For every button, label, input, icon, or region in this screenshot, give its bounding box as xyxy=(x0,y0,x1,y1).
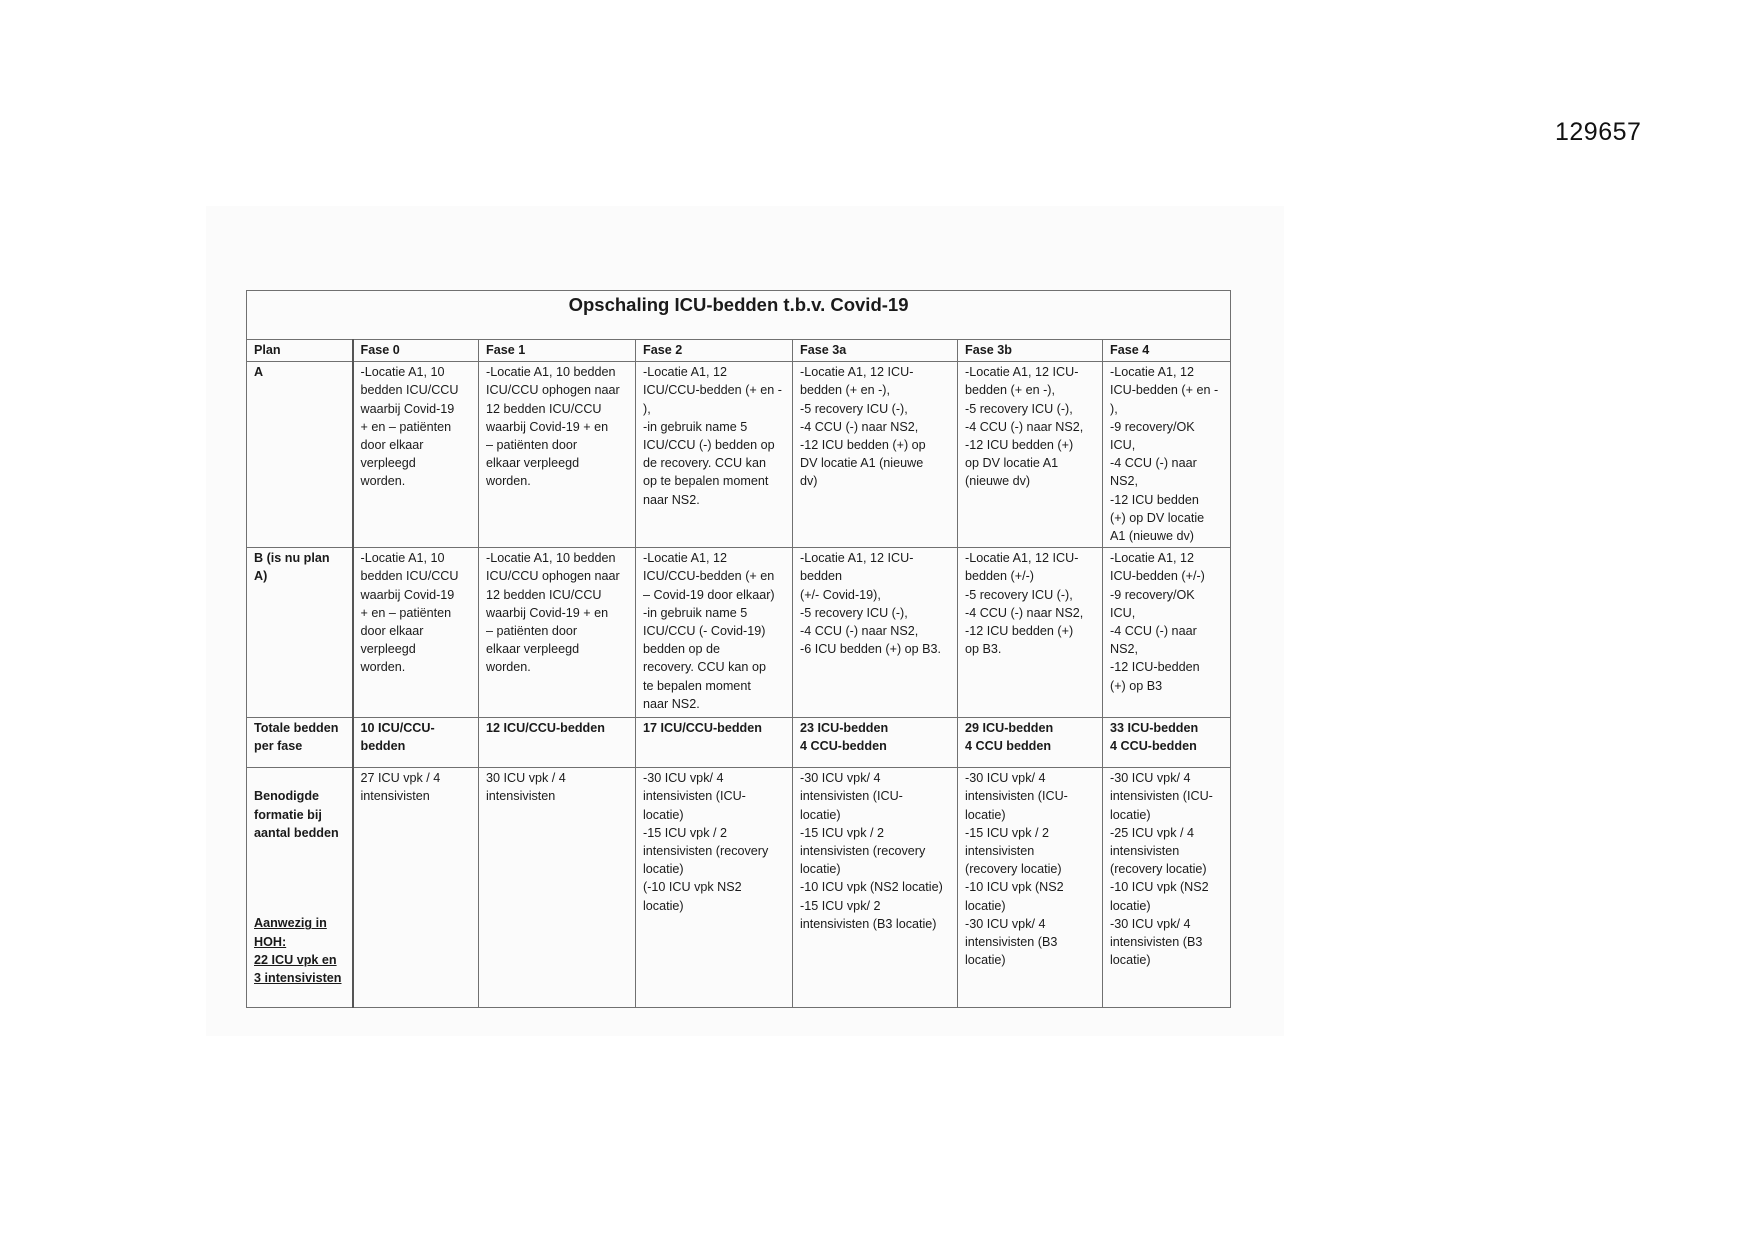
benodigde-formatie-label: Benodigde formatie bij aantal bedden xyxy=(254,789,339,840)
cell-formatie-fase-3b: -30 ICU vpk/ 4 intensivisten (ICU- locatie) -15 ICU vpk / 2 intensivisten (recovery locatie) -10 ICU vpk (NS2 locatie) -30 ICU vpk/ 4 intensivisten (B3 locatie) xyxy=(958,768,1103,1008)
header-fase-4: Fase 4 xyxy=(1103,340,1231,362)
header-plan: Plan xyxy=(247,340,353,362)
header-fase-1: Fase 1 xyxy=(479,340,636,362)
row-label-plan-b: B (is nu plan A) xyxy=(247,548,353,718)
cell-a-fase-1: -Locatie A1, 10 bedden ICU/CCU ophogen naar 12 bedden ICU/CCU waarbij Covid-19 + en – patiënten door elkaar verpleegd worden. xyxy=(479,362,636,548)
header-fase-2: Fase 2 xyxy=(636,340,793,362)
cell-b-fase-2: -Locatie A1, 12 ICU/CCU-bedden (+ en – Covid-19 door elkaar) -in gebruik name 5 ICU/CCU (- Covid-19) bedden op de recovery. CCU kan op te bepalen moment naar NS2. xyxy=(636,548,793,718)
cell-formatie-fase-3a: -30 ICU vpk/ 4 intensivisten (ICU- locatie) -15 ICU vpk / 2 intensivisten (recovery locatie) -10 ICU vpk (NS2 locatie) -15 ICU vpk/ 2 intensivisten (B3 locatie) xyxy=(793,768,958,1008)
cell-formatie-fase-1: 30 ICU vpk / 4 intensivisten xyxy=(479,768,636,1008)
aanwezig-in-hoh-note: Aanwezig in HOH: 22 ICU vpk en 3 intensivisten xyxy=(254,916,342,986)
table-title: Opschaling ICU-bedden t.b.v. Covid-19 xyxy=(247,291,1231,340)
cell-b-fase-3b: -Locatie A1, 12 ICU- bedden (+/-) -5 recovery ICU (-), -4 CCU (-) naar NS2, -12 ICU bedden (+) op B3. xyxy=(958,548,1103,718)
cell-totaal-fase-4: 33 ICU-bedden 4 CCU-bedden xyxy=(1103,718,1231,768)
cell-totaal-fase-3b: 29 ICU-bedden 4 CCU bedden xyxy=(958,718,1103,768)
cell-a-fase-3b: -Locatie A1, 12 ICU- bedden (+ en -), -5 recovery ICU (-), -4 CCU (-) naar NS2, -12 ICU bedden (+) op DV locatie A1 (nieuwe dv) xyxy=(958,362,1103,548)
cell-b-fase-0: -Locatie A1, 10 bedden ICU/CCU waarbij Covid-19 + en – patiënten door elkaar verpleegd worden. xyxy=(353,548,479,718)
cell-formatie-fase-2: -30 ICU vpk/ 4 intensivisten (ICU- locatie) -15 ICU vpk / 2 intensivisten (recovery locatie) (-10 ICU vpk NS2 locatie) xyxy=(636,768,793,1008)
header-row xyxy=(247,340,1231,362)
cell-b-fase-3a: -Locatie A1, 12 ICU- bedden (+/- Covid-19), -5 recovery ICU (-), -4 CCU (-) naar NS2, -6 ICU bedden (+) op B3. xyxy=(793,548,958,718)
cell-totaal-fase-0: 10 ICU/CCU- bedden xyxy=(353,718,479,768)
cell-formatie-fase-0: 27 ICU vpk / 4 intensivisten xyxy=(353,768,479,1008)
icu-scaling-table xyxy=(246,290,1231,1008)
cell-b-fase-1: -Locatie A1, 10 bedden ICU/CCU ophogen naar 12 bedden ICU/CCU waarbij Covid-19 + en – patiënten door elkaar verpleegd worden. xyxy=(479,548,636,718)
document-number: 129657 xyxy=(1555,118,1642,146)
row-label-totale-bedden: Totale bedden per fase xyxy=(247,718,353,768)
row-label-plan-a: A xyxy=(247,362,353,548)
table-row xyxy=(247,362,1231,548)
cell-totaal-fase-1: 12 ICU/CCU-bedden xyxy=(479,718,636,768)
cell-a-fase-0: -Locatie A1, 10 bedden ICU/CCU waarbij Covid-19 + en – patiënten door elkaar verpleegd worden. xyxy=(353,362,479,548)
cell-formatie-fase-4: -30 ICU vpk/ 4 intensivisten (ICU- locatie) -25 ICU vpk / 4 intensivisten (recovery locatie) -10 ICU vpk (NS2 locatie) -30 ICU vpk/ 4 intensivisten (B3 locatie) xyxy=(1103,768,1231,1008)
header-fase-0: Fase 0 xyxy=(353,340,479,362)
cell-a-fase-4: -Locatie A1, 12 ICU-bedden (+ en - ), -9 recovery/OK ICU, -4 CCU (-) naar NS2, -12 ICU bedden (+) op DV locatie A1 (nieuwe dv) xyxy=(1103,362,1231,548)
cell-a-fase-3a: -Locatie A1, 12 ICU- bedden (+ en -), -5 recovery ICU (-), -4 CCU (-) naar NS2, -12 ICU bedden (+) op DV locatie A1 (nieuwe dv) xyxy=(793,362,958,548)
header-fase-3a: Fase 3a xyxy=(793,340,958,362)
header-fase-3b: Fase 3b xyxy=(958,340,1103,362)
table-row xyxy=(247,548,1231,718)
cell-b-fase-4: -Locatie A1, 12 ICU-bedden (+/-) -9 recovery/OK ICU, -4 CCU (-) naar NS2, -12 ICU-bedden (+) op B3 xyxy=(1103,548,1231,718)
table-row xyxy=(247,718,1231,768)
cell-totaal-fase-3a: 23 ICU-bedden 4 CCU-bedden xyxy=(793,718,958,768)
cell-totaal-fase-2: 17 ICU/CCU-bedden xyxy=(636,718,793,768)
table-row xyxy=(247,768,1231,1008)
row-label-benodigde-formatie xyxy=(247,768,353,1008)
cell-a-fase-2: -Locatie A1, 12 ICU/CCU-bedden (+ en - ), -in gebruik name 5 ICU/CCU (-) bedden op de recovery. CCU kan op te bepalen moment naar NS2. xyxy=(636,362,793,548)
